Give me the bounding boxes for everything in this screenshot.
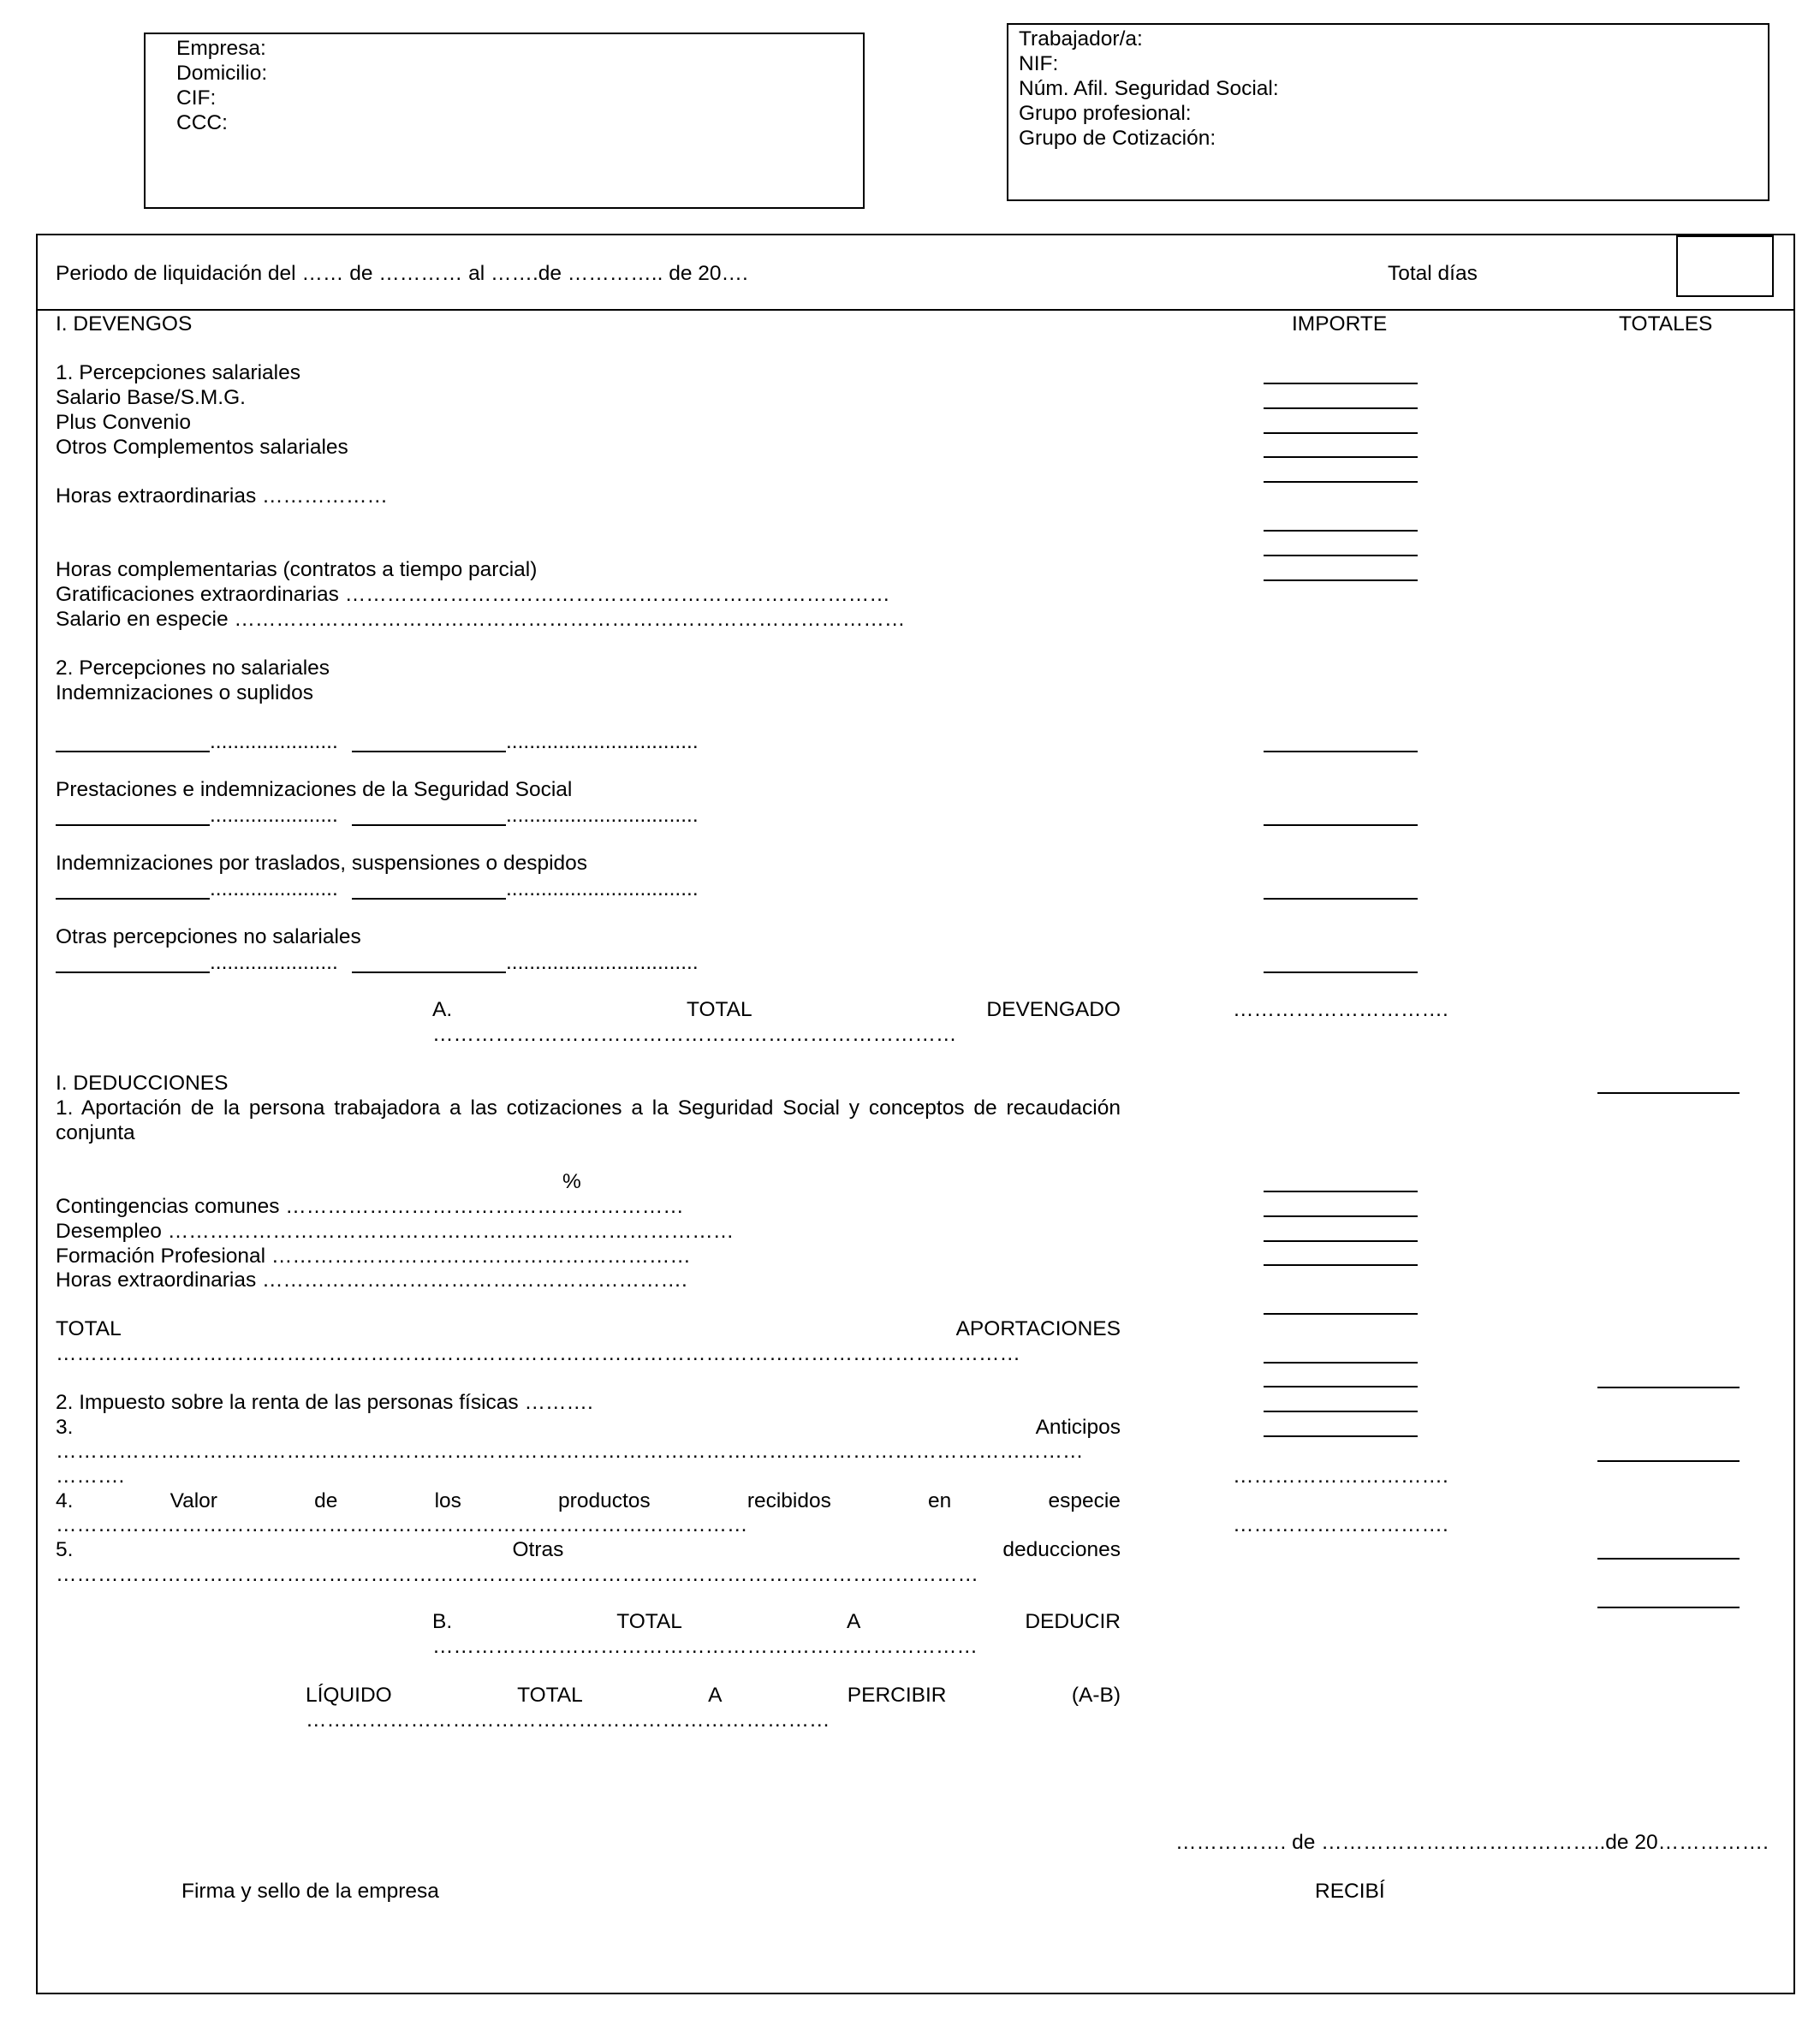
importe-blank[interactable] [1264,530,1418,532]
importe-blank-salario-base[interactable] [1264,383,1418,384]
concept-dots: ...................... [210,730,338,753]
trabajador-label: Trabajador/a: [1019,27,1143,51]
concept-blank[interactable] [56,824,210,826]
nif-label: NIF: [1019,52,1059,75]
anticipos-label [56,1415,1121,1440]
salario-base-label: Salario Base/S.M.G. [56,386,246,409]
anticipos-word: 3. [56,1416,74,1439]
horas-extra-label: Horas extraordinarias ……………… [56,484,389,508]
devengos-heading: I. DEVENGOS [56,312,193,336]
total-devengado-dots: ………………………………………………………………… [432,1023,957,1046]
liquido-word: (A-B) [1071,1684,1121,1707]
importe-blank-horas-complementarias[interactable] [1264,555,1418,556]
anticipos-word: Anticipos [1035,1416,1121,1439]
concept-dots: ...................... [210,951,338,974]
period-label: Periodo de liquidación del …… de ………… al …….de ………….. de 20…. [56,262,748,285]
liquido-word: TOTAL [517,1684,583,1707]
totales-blank-irpf[interactable] [1597,1460,1740,1462]
importe-blank-irpf[interactable] [1264,1362,1418,1364]
total-deducir-word: B. [432,1610,453,1633]
especie-word: Valor [170,1489,217,1512]
importe-blank[interactable] [1264,456,1418,458]
importe-blank-especie[interactable] [1264,1411,1418,1412]
especie-word: recibidos [746,1489,831,1512]
liquido-label [306,1683,1121,1708]
aportacion-label: 1. Aportación de la persona trabajadora a las cotizaciones a la Seguridad Social y conceptos de recaudación conjunta [56,1096,1121,1144]
horas-complementarias-label: Horas complementarias (contratos a tiempo parcial) [56,558,538,581]
recibi-label: RECIBÍ [1315,1880,1385,1903]
importe-blank-plus-convenio[interactable] [1264,407,1418,409]
concept-blank[interactable] [56,971,210,973]
total-devengado-word: TOTAL [686,998,752,1021]
totales-blank-deducir[interactable] [1597,1558,1740,1560]
indemnizaciones-suplidos-label: Indemnizaciones o suplidos [56,681,313,704]
importe-blank-otros-complementos[interactable] [1264,432,1418,434]
traslados-label: Indemnizaciones por traslados, suspensiones o despidos [56,852,588,875]
percent-header: % [562,1170,581,1193]
especie-dots: ……………………………………………………………………………………… [56,1513,748,1536]
total-devengado-value[interactable]: …………………………. [1233,998,1448,1021]
anticipos-dots: ………………………………………………………………………………………………………………………………… [56,1440,1084,1463]
especie-word: especie [1048,1489,1121,1512]
total-aportaciones-dots: ………………………………………………………………………………………………………………………… [56,1342,1020,1365]
concept-blank[interactable] [352,751,506,752]
contingencias-label: Contingencias comunes ………………………………………………… [56,1195,684,1218]
plus-convenio-label: Plus Convenio [56,411,191,434]
concept-dots: ................................. [506,804,699,827]
total-deducir-dots: …………………………………………………………………… [432,1635,978,1658]
period-divider [36,309,1795,311]
especie-word: los [434,1489,461,1512]
empresa-label: Empresa: [176,37,266,60]
otros-complementos-label: Otros Complementos salariales [56,436,348,459]
domicilio-label: Domicilio: [176,62,268,85]
total-deducir-label [432,1609,1121,1634]
importe-blank-contingencias[interactable] [1264,1191,1418,1192]
total-devengado-word: A. [432,998,453,1021]
concept-dots: ................................. [506,730,699,753]
cif-label: CIF: [176,86,217,110]
totales-column-header: TOTALES [1619,312,1713,336]
total-devengado-word: DEVENGADO [986,998,1121,1021]
liquido-word: A [708,1684,723,1707]
totales-blank-liquido[interactable] [1597,1607,1740,1608]
totales-blank-aportaciones[interactable] [1597,1387,1740,1388]
date-line[interactable]: ……………. de …………………………………..de 20……………. [1175,1831,1769,1854]
importe-column-header: IMPORTE [1292,312,1388,336]
otras-deducciones-word: Otras [512,1538,564,1561]
especie-word: de [314,1489,338,1512]
importe-blank-traslados[interactable] [1264,898,1418,900]
importe-blank-anticipos[interactable] [1264,1386,1418,1387]
total-devengado-label [432,997,1121,1022]
deducciones-heading: I. DEDUCCIONES [56,1072,229,1095]
anticipos-dots-cont: ………. [56,1465,125,1488]
afiliacion-label: Núm. Afil. Seguridad Social: [1019,77,1279,100]
total-aportaciones-word: APORTACIONES [955,1317,1121,1340]
importe-blank-gratificaciones[interactable] [1264,579,1418,581]
total-aportaciones-word: TOTAL [56,1317,122,1340]
importe-blank-otras-deducciones[interactable] [1264,1435,1418,1437]
gratificaciones-label: Gratificaciones extraordinarias …………………………………………………………………… [56,583,890,606]
importe-blank-prestaciones[interactable] [1264,824,1418,826]
deduccion-value-dots[interactable]: …………………………. [1233,1465,1448,1488]
concept-blank[interactable] [352,824,506,826]
ccc-label: CCC: [176,111,228,134]
importe-blank-total-aportaciones[interactable] [1264,1313,1418,1315]
concept-blank[interactable] [56,898,210,900]
percepciones-no-salariales-heading: 2. Percepciones no salariales [56,657,330,680]
importe-blank-horas-extra[interactable] [1264,481,1418,483]
especie-label [56,1488,1121,1513]
total-deducir-word: TOTAL [616,1610,682,1633]
total-aportaciones-label [56,1316,1121,1341]
total-deducir-word: DEDUCIR [1025,1610,1121,1633]
total-dias-label: Total días [1388,262,1478,285]
concept-dots: ................................. [506,877,699,900]
totales-blank-devengado[interactable] [1597,1092,1740,1094]
concept-dots: ................................. [506,951,699,974]
otras-percepciones-label: Otras percepciones no salariales [56,925,361,948]
otras-deducciones-label [56,1537,1121,1562]
formacion-label: Formación Profesional …………………………………………………… [56,1245,691,1268]
especie-word: en [928,1489,952,1512]
irpf-label: 2. Impuesto sobre la renta de las personas físicas ………. [56,1391,593,1414]
desempleo-label: Desempleo ……………………………………………………………………… [56,1220,735,1243]
especie-word: 4. [56,1489,74,1512]
otras-deducciones-word: deducciones [1002,1538,1121,1561]
liquido-word: PERCIBIR [847,1684,947,1707]
total-deducir-word: A [846,1610,861,1633]
concept-blank[interactable] [56,751,210,752]
importe-blank-formacion[interactable] [1264,1240,1418,1242]
percepciones-salariales-heading: 1. Percepciones salariales [56,361,300,384]
horas-extra-deduccion-label: Horas extraordinarias ……………………………………………………. [56,1269,687,1292]
firma-sello-label: Firma y sello de la empresa [181,1880,439,1903]
importe-blank-horas-extra[interactable] [1264,1264,1418,1266]
grupo-cotizacion-label: Grupo de Cotización: [1019,127,1216,150]
deduccion-value-dots[interactable]: …………………………. [1233,1513,1448,1536]
importe-blank-suplidos[interactable] [1264,751,1418,752]
otras-deducciones-dots: …………………………………………………………………………………………………………………… [56,1563,978,1586]
concept-dots: ...................... [210,804,338,827]
total-dias-box[interactable] [1676,235,1774,297]
concept-blank[interactable] [352,898,506,900]
importe-blank-otras-percepciones[interactable] [1264,971,1418,973]
grupo-profesional-label: Grupo profesional: [1019,102,1192,125]
concept-blank[interactable] [352,971,506,973]
importe-blank-desempleo[interactable] [1264,1215,1418,1217]
especie-word: productos [558,1489,651,1512]
prestaciones-label: Prestaciones e indemnizaciones de la Seguridad Social [56,778,573,801]
concept-dots: ...................... [210,877,338,900]
liquido-word: LÍQUIDO [306,1684,392,1707]
salario-especie-label: Salario en especie …………………………………………………………………………………… [56,608,906,631]
otras-deducciones-word: 5. [56,1538,74,1561]
liquido-dots: ………………………………………………………………… [306,1708,830,1732]
